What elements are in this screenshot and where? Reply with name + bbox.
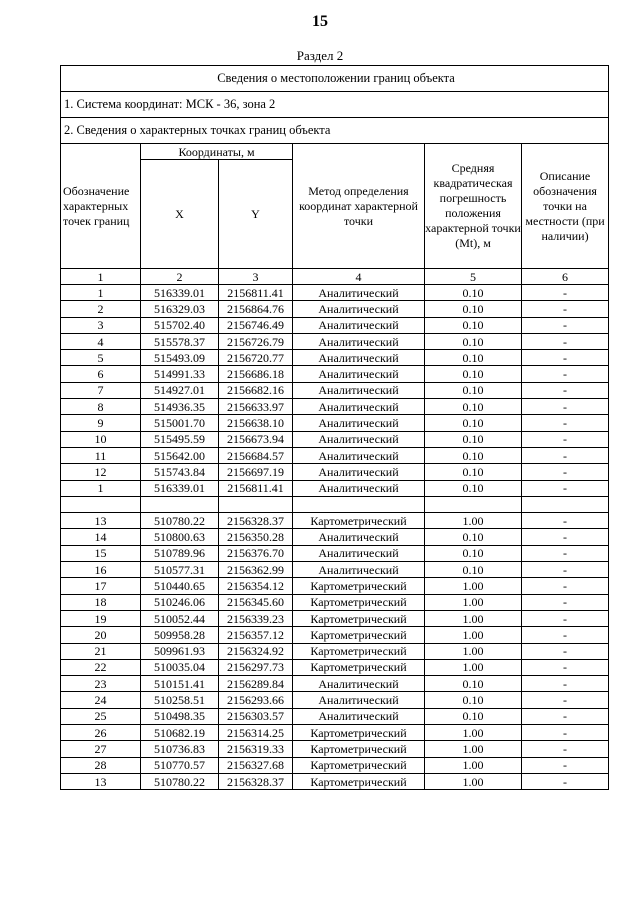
table-row <box>61 382 609 398</box>
points-heading: 2. Сведения о характерных точках границ объекта <box>61 118 609 144</box>
coord-x-cell: 516339.01 <box>141 480 219 496</box>
description-cell: - <box>522 562 609 578</box>
coord-y-cell: 2156357.12 <box>219 627 293 643</box>
coord-y-cell: 2156297.73 <box>219 659 293 675</box>
coord-x-cell: 510246.06 <box>141 594 219 610</box>
method-cell: Аналитический <box>293 676 425 692</box>
coord-y-cell: 2156697.19 <box>219 464 293 480</box>
coord-y-cell: 2156293.66 <box>219 692 293 708</box>
table-row <box>61 480 609 496</box>
table-row <box>61 643 609 659</box>
description-cell: - <box>522 708 609 724</box>
coord-x-cell: 510258.51 <box>141 692 219 708</box>
table-row <box>61 725 609 741</box>
coord-x-cell: 510780.22 <box>141 773 219 789</box>
coord-y-cell: 2156362.99 <box>219 562 293 578</box>
coord-x-cell: 515578.37 <box>141 333 219 349</box>
method-cell: Аналитический <box>293 708 425 724</box>
point-number-cell: 20 <box>61 627 141 643</box>
accuracy-cell: 0.10 <box>425 333 522 349</box>
method-cell: Аналитический <box>293 366 425 382</box>
coord-y-cell: 2156682.16 <box>219 382 293 398</box>
empty-cell <box>522 496 609 512</box>
table-row <box>61 464 609 480</box>
point-number-cell: 26 <box>61 725 141 741</box>
description-cell: - <box>522 513 609 529</box>
coord-y-cell: 2156684.57 <box>219 447 293 463</box>
table-row <box>61 431 609 447</box>
accuracy-cell: 1.00 <box>425 643 522 659</box>
table-row <box>61 447 609 463</box>
table-row <box>61 676 609 692</box>
coord-y-cell: 2156864.76 <box>219 301 293 317</box>
column-number: 1 <box>61 269 141 285</box>
column-number: 3 <box>219 269 293 285</box>
method-cell: Аналитический <box>293 545 425 561</box>
description-cell: - <box>522 659 609 675</box>
coord-y-cell: 2156303.57 <box>219 708 293 724</box>
column-number: 4 <box>293 269 425 285</box>
header-coordinates: Координаты, м <box>141 144 293 160</box>
description-cell: - <box>522 301 609 317</box>
coord-x-cell: 514927.01 <box>141 382 219 398</box>
coord-y-cell: 2156345.60 <box>219 594 293 610</box>
description-cell: - <box>522 594 609 610</box>
description-cell: - <box>522 399 609 415</box>
table-row <box>61 562 609 578</box>
coord-x-cell: 509958.28 <box>141 627 219 643</box>
column-number: 2 <box>141 269 219 285</box>
coord-x-cell: 509961.93 <box>141 643 219 659</box>
description-cell: - <box>522 431 609 447</box>
method-cell: Аналитический <box>293 431 425 447</box>
table-row <box>61 594 609 610</box>
coord-y-cell: 2156720.77 <box>219 350 293 366</box>
method-cell: Аналитический <box>293 317 425 333</box>
accuracy-cell: 0.10 <box>425 431 522 447</box>
accuracy-cell: 1.00 <box>425 659 522 675</box>
coord-x-cell: 510498.35 <box>141 708 219 724</box>
coord-y-cell: 2156328.37 <box>219 773 293 789</box>
coord-x-cell: 516339.01 <box>141 285 219 301</box>
point-number-cell: 23 <box>61 676 141 692</box>
table-row <box>61 415 609 431</box>
point-number-cell: 21 <box>61 643 141 659</box>
description-cell: - <box>522 676 609 692</box>
method-cell: Картометрический <box>293 627 425 643</box>
header-method: Метод определения координат характерной точки <box>293 144 425 269</box>
coord-x-cell: 510035.04 <box>141 659 219 675</box>
coord-y-cell: 2156350.28 <box>219 529 293 545</box>
method-cell: Аналитический <box>293 529 425 545</box>
coord-x-cell: 515642.00 <box>141 447 219 463</box>
header-accuracy: Средняя квадратическая погрешность положения характерной точки (Mt), м <box>425 144 522 269</box>
table-row <box>61 578 609 594</box>
description-cell: - <box>522 382 609 398</box>
coord-y-cell: 2156319.33 <box>219 741 293 757</box>
accuracy-cell: 1.00 <box>425 741 522 757</box>
table-row <box>61 545 609 561</box>
point-number-cell: 28 <box>61 757 141 773</box>
coord-y-cell: 2156746.49 <box>219 317 293 333</box>
method-cell: Картометрический <box>293 725 425 741</box>
method-cell: Картометрический <box>293 643 425 659</box>
method-cell: Аналитический <box>293 382 425 398</box>
accuracy-cell: 0.10 <box>425 366 522 382</box>
empty-cell <box>293 496 425 512</box>
accuracy-cell: 1.00 <box>425 773 522 789</box>
accuracy-cell: 0.10 <box>425 676 522 692</box>
accuracy-cell: 0.10 <box>425 545 522 561</box>
point-number-cell: 27 <box>61 741 141 757</box>
method-cell: Аналитический <box>293 480 425 496</box>
header-y: Y <box>219 160 293 269</box>
coord-x-cell: 514991.33 <box>141 366 219 382</box>
column-number-row <box>61 269 609 285</box>
description-cell: - <box>522 578 609 594</box>
accuracy-cell: 1.00 <box>425 594 522 610</box>
point-number-cell: 7 <box>61 382 141 398</box>
point-number-cell: 11 <box>61 447 141 463</box>
accuracy-cell: 1.00 <box>425 725 522 741</box>
accuracy-cell: 0.10 <box>425 708 522 724</box>
table-row <box>61 610 609 626</box>
method-cell: Аналитический <box>293 692 425 708</box>
coord-y-cell: 2156339.23 <box>219 610 293 626</box>
coord-x-cell: 515495.59 <box>141 431 219 447</box>
table-row <box>61 399 609 415</box>
point-number-cell: 17 <box>61 578 141 594</box>
description-cell: - <box>522 415 609 431</box>
accuracy-cell: 0.10 <box>425 529 522 545</box>
accuracy-cell: 0.10 <box>425 317 522 333</box>
accuracy-cell: 0.10 <box>425 350 522 366</box>
description-cell: - <box>522 350 609 366</box>
point-number-cell: 15 <box>61 545 141 561</box>
point-number-cell: 13 <box>61 513 141 529</box>
point-number-cell: 4 <box>61 333 141 349</box>
empty-cell <box>425 496 522 512</box>
coord-x-cell: 510052.44 <box>141 610 219 626</box>
section-label: Раздел 2 <box>296 48 344 63</box>
coordinate-system: 1. Система координат: МСК - 36, зона 2 <box>61 92 609 118</box>
description-cell: - <box>522 333 609 349</box>
method-cell: Аналитический <box>293 562 425 578</box>
table-row <box>61 757 609 773</box>
accuracy-cell: 0.10 <box>425 562 522 578</box>
empty-cell <box>141 496 219 512</box>
description-cell: - <box>522 366 609 382</box>
header-point-designation: Обозначение характерных точек границ <box>61 144 141 269</box>
coord-y-cell: 2156673.94 <box>219 431 293 447</box>
method-cell: Картометрический <box>293 757 425 773</box>
method-cell: Картометрический <box>293 513 425 529</box>
table-row <box>61 741 609 757</box>
point-number-cell: 10 <box>61 431 141 447</box>
method-cell: Аналитический <box>293 464 425 480</box>
coord-x-cell: 510770.57 <box>141 757 219 773</box>
coord-x-cell: 510736.83 <box>141 741 219 757</box>
accuracy-cell: 0.10 <box>425 382 522 398</box>
coord-y-cell: 2156376.70 <box>219 545 293 561</box>
description-cell: - <box>522 627 609 643</box>
coord-x-cell: 515743.84 <box>141 464 219 480</box>
empty-cell <box>219 496 293 512</box>
point-number-cell: 18 <box>61 594 141 610</box>
method-cell: Картометрический <box>293 741 425 757</box>
accuracy-cell: 0.10 <box>425 447 522 463</box>
accuracy-cell: 0.10 <box>425 301 522 317</box>
coord-y-cell: 2156354.12 <box>219 578 293 594</box>
coord-y-cell: 2156811.41 <box>219 480 293 496</box>
coord-x-cell: 510800.63 <box>141 529 219 545</box>
description-cell: - <box>522 480 609 496</box>
method-cell: Аналитический <box>293 350 425 366</box>
method-cell: Картометрический <box>293 659 425 675</box>
table-row <box>61 285 609 301</box>
boundary-points-table <box>60 65 609 790</box>
accuracy-cell: 1.00 <box>425 627 522 643</box>
method-cell: Аналитический <box>293 447 425 463</box>
point-number-cell: 5 <box>61 350 141 366</box>
method-cell: Аналитический <box>293 301 425 317</box>
description-cell: - <box>522 741 609 757</box>
coord-y-cell: 2156314.25 <box>219 725 293 741</box>
accuracy-cell: 1.00 <box>425 610 522 626</box>
coord-x-cell: 515702.40 <box>141 317 219 333</box>
coord-x-cell: 510780.22 <box>141 513 219 529</box>
accuracy-cell: 0.10 <box>425 692 522 708</box>
table-row <box>61 301 609 317</box>
coord-x-cell: 510682.19 <box>141 725 219 741</box>
accuracy-cell: 1.00 <box>425 578 522 594</box>
header-description: Описание обозначения точки на местности (при наличии) <box>522 144 609 269</box>
method-cell: Аналитический <box>293 415 425 431</box>
coord-x-cell: 515001.70 <box>141 415 219 431</box>
description-cell: - <box>522 464 609 480</box>
coord-x-cell: 510577.31 <box>141 562 219 578</box>
coord-y-cell: 2156638.10 <box>219 415 293 431</box>
table-row <box>61 333 609 349</box>
separator-row <box>61 496 609 512</box>
coord-y-cell: 2156327.68 <box>219 757 293 773</box>
coord-x-cell: 510789.96 <box>141 545 219 561</box>
table-row <box>61 513 609 529</box>
header-x: X <box>141 160 219 269</box>
table-row <box>61 366 609 382</box>
column-number: 5 <box>425 269 522 285</box>
description-cell: - <box>522 725 609 741</box>
table-title: Сведения о местоположении границ объекта <box>61 66 609 92</box>
table-row <box>61 659 609 675</box>
description-cell: - <box>522 529 609 545</box>
description-cell: - <box>522 757 609 773</box>
method-cell: Картометрический <box>293 610 425 626</box>
coord-x-cell: 510151.41 <box>141 676 219 692</box>
description-cell: - <box>522 545 609 561</box>
point-number-cell: 22 <box>61 659 141 675</box>
point-number-cell: 2 <box>61 301 141 317</box>
point-number-cell: 25 <box>61 708 141 724</box>
point-number-cell: 8 <box>61 399 141 415</box>
coord-y-cell: 2156328.37 <box>219 513 293 529</box>
coord-y-cell: 2156633.97 <box>219 399 293 415</box>
description-cell: - <box>522 773 609 789</box>
coord-x-cell: 516329.03 <box>141 301 219 317</box>
description-cell: - <box>522 447 609 463</box>
point-number-cell: 12 <box>61 464 141 480</box>
accuracy-cell: 1.00 <box>425 513 522 529</box>
method-cell: Аналитический <box>293 333 425 349</box>
table-row <box>61 350 609 366</box>
description-cell: - <box>522 692 609 708</box>
accuracy-cell: 0.10 <box>425 464 522 480</box>
empty-cell <box>61 496 141 512</box>
point-number-cell: 1 <box>61 285 141 301</box>
column-number: 6 <box>522 269 609 285</box>
accuracy-cell: 0.10 <box>425 399 522 415</box>
accuracy-cell: 0.10 <box>425 285 522 301</box>
table-row <box>61 317 609 333</box>
coord-y-cell: 2156811.41 <box>219 285 293 301</box>
accuracy-cell: 1.00 <box>425 757 522 773</box>
point-number-cell: 14 <box>61 529 141 545</box>
point-number-cell: 6 <box>61 366 141 382</box>
method-cell: Аналитический <box>293 285 425 301</box>
table-row <box>61 529 609 545</box>
description-cell: - <box>522 317 609 333</box>
table-row <box>61 708 609 724</box>
point-number-cell: 9 <box>61 415 141 431</box>
coord-x-cell: 510440.65 <box>141 578 219 594</box>
point-number-cell: 24 <box>61 692 141 708</box>
method-cell: Картометрический <box>293 594 425 610</box>
page-number: 15 <box>312 13 328 30</box>
table-row <box>61 773 609 789</box>
coord-y-cell: 2156726.79 <box>219 333 293 349</box>
method-cell: Картометрический <box>293 578 425 594</box>
accuracy-cell: 0.10 <box>425 480 522 496</box>
description-cell: - <box>522 285 609 301</box>
method-cell: Картометрический <box>293 773 425 789</box>
accuracy-cell: 0.10 <box>425 415 522 431</box>
description-cell: - <box>522 643 609 659</box>
coord-y-cell: 2156289.84 <box>219 676 293 692</box>
point-number-cell: 13 <box>61 773 141 789</box>
point-number-cell: 19 <box>61 610 141 626</box>
description-cell: - <box>522 610 609 626</box>
point-number-cell: 16 <box>61 562 141 578</box>
point-number-cell: 1 <box>61 480 141 496</box>
table-row <box>61 692 609 708</box>
point-number-cell: 3 <box>61 317 141 333</box>
method-cell: Аналитический <box>293 399 425 415</box>
coord-y-cell: 2156324.92 <box>219 643 293 659</box>
coord-y-cell: 2156686.18 <box>219 366 293 382</box>
coord-x-cell: 515493.09 <box>141 350 219 366</box>
coord-x-cell: 514936.35 <box>141 399 219 415</box>
table-row <box>61 627 609 643</box>
